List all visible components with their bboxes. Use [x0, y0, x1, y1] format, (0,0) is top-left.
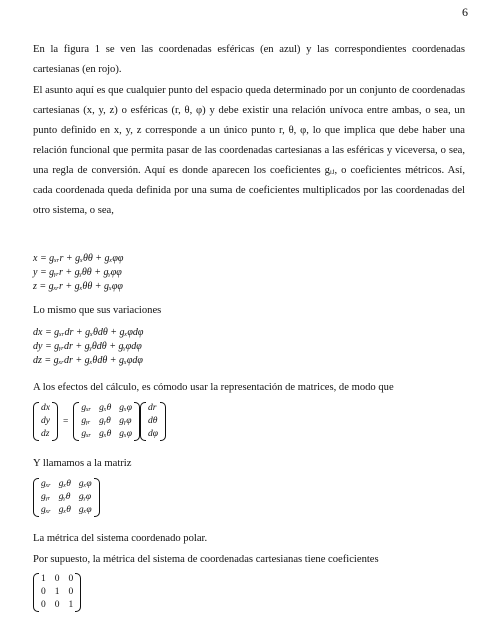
matrix-cell: gᵧφ [78, 492, 92, 502]
equations-differentials [33, 326, 143, 368]
matrix-cell: gₓᵣ [81, 429, 92, 439]
matrix-cell: gᵧᵣ [81, 416, 91, 426]
matrix-cell: gₓφ [78, 479, 92, 489]
label-metric-polar: La métrica del sistema coordenado polar. [33, 533, 208, 544]
matrix-cell: gₓφ [119, 403, 132, 413]
label-cartesian: Por supuesto, la métrica del sistema de coordenadas cartesianas tiene coeficientes [33, 554, 379, 565]
matrix-cell: gᵧφ [119, 416, 132, 426]
differential-vector-left [33, 402, 58, 441]
matrix-cell: gₓθ [99, 403, 112, 413]
paragraph-metric-coefficients: El asunto aquí es que cualquier punto del espacio queda determinado por un conjunto de coordenadas cartesianas (x, y, z) o esféricas (r, θ, φ) y debe existir una relación unívoca entre ambas, o sea, un punto definido en x, y, z corresponde a un único punto r, θ, φ, lo que implica que debe haber una relación funcional que permita pasar de las coordenadas cartesianas a las esféricas y viceversa, o sea, una regla de conversión. Aquí es donde aparecen los coeficientes gᵢⱼ, o coeficientes métricos. Así, cada coordenada queda definida por una suma de coeficientes multiplicados por las coordenadas del otro sistema, o sea, [33, 85, 465, 216]
equation-dx: dx = gₓᵣdr + gₓθdθ + gₓφdφ [33, 327, 144, 338]
equation-dz: dz = gₓᵣdr + gₓθdθ + gₓφdφ [33, 355, 143, 366]
vector-cell: dz [41, 429, 50, 439]
matrix-cell: gᵧθ [58, 492, 71, 502]
paragraph-figure-intro: En la figura 1 se ven las coordenadas esféricas (en azul) y las correspondientes coordenadas cartesianas (en rojo). [33, 44, 465, 75]
vector-cell: dφ [147, 429, 158, 439]
matrix-cell: 0 [41, 587, 46, 597]
vector-cell: dr [147, 403, 157, 413]
matrix-cell: gₓᵣ [41, 479, 51, 489]
matrix-cell: 1 [54, 587, 60, 597]
label-variations: Lo mismo que sus variaciones [33, 305, 162, 316]
label-matrices: A los efectos del cálculo, es cómodo usar la representación de matrices, de modo que [33, 382, 394, 393]
equation-z: z = gₓᵣr + gₓθθ + gₓφφ [33, 281, 123, 292]
matrix-cell: 0 [68, 587, 74, 597]
metric-matrix [73, 402, 140, 441]
metric-matrix-standalone [33, 478, 100, 517]
matrix-cell: 0 [54, 574, 60, 584]
equations-coordinates [33, 252, 123, 294]
matrix-cell: 0 [68, 574, 74, 584]
matrix-cell: gᵧθ [99, 416, 111, 426]
matrix-cell: gᵧᵣ [41, 492, 51, 502]
label-call-matrix: Y llamamos a la matriz [33, 458, 132, 469]
matrix-cell: gₓφ [119, 429, 132, 439]
matrix-cell: gₓᵣ [81, 403, 92, 413]
equation-y: y = gᵧᵣr + gᵧθθ + gᵧφφ [33, 267, 122, 278]
differential-vector-right [140, 402, 166, 441]
equation-dy: dy = gᵧᵣdr + gᵧθdθ + gᵧφdφ [33, 341, 142, 352]
vector-cell: dθ [147, 416, 158, 426]
vector-cell: dx [41, 403, 50, 413]
matrix-cell: gₓθ [58, 505, 71, 515]
matrix-cell: gₓθ [99, 429, 112, 439]
matrix-equation [33, 402, 166, 441]
identity-matrix [33, 573, 81, 612]
matrix-cell: 0 [54, 600, 60, 610]
vector-cell: dy [41, 416, 50, 426]
matrix-cell: 0 [41, 600, 46, 610]
page-number: 6 [462, 5, 468, 19]
equation-x: x = gₓᵣr + gₓθθ + gₓφφ [33, 253, 124, 264]
matrix-cell: gₓφ [78, 505, 92, 515]
equals-sign: = [62, 416, 69, 427]
matrix-cell: 1 [68, 600, 74, 610]
matrix-cell: 1 [41, 574, 46, 584]
matrix-cell: gₓᵣ [41, 505, 51, 515]
matrix-cell: gₓθ [58, 479, 71, 489]
